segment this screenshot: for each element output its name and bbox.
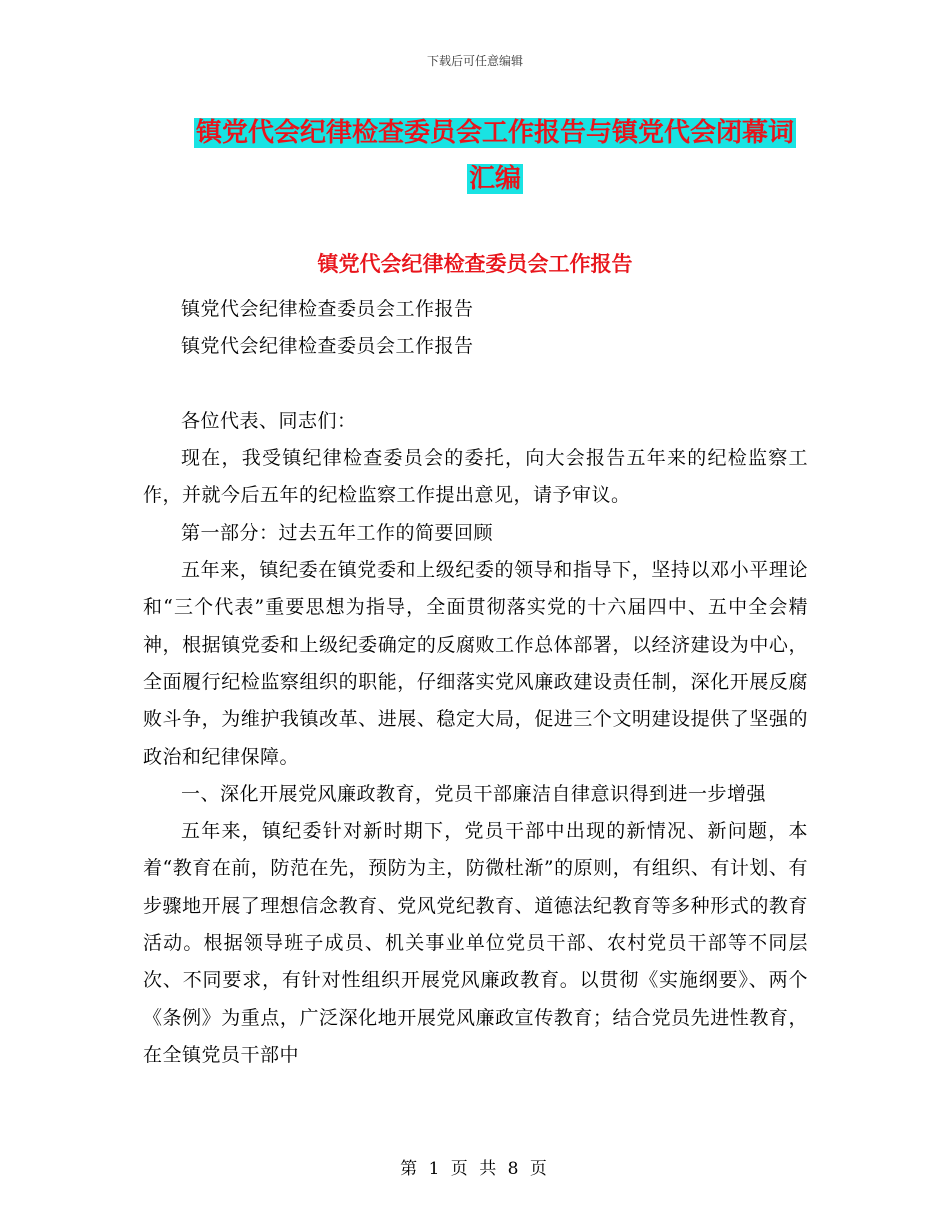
paragraph: 一、深化开展党风廉政教育，党员干部廉洁自律意识得到进一步增强 [181,782,767,805]
header-note: 下载后可任意编辑 [426,54,523,68]
paragraph: 镇党代会纪律检查委员会工作报告 [181,298,474,320]
blank-line [143,366,808,403]
page-footer: 第 1 页 共 8 页 [400,1159,550,1179]
paragraph: 五年来，镇纪委在镇党委和上级纪委的领导和指导下，坚持以邓小平理论和“三个代表”重要思想为指导，全面贯彻落实党的十六届四中、五中全会精神，根据镇党委和上级纪委确定的反腐败工作总体部署，以经济建设为中心，全面履行纪检监察组织的职能，仔细落实党风廉政建设责任制，深化开展反腐败斗争，为维护我镇改革、进展、稳定大局，促进三个文明建设提供了坚强的政治和纪律保障。 [143,559,808,768]
paragraph: 各位代表、同志们： [181,409,357,432]
title-line-1: 镇党代会纪律检查委员会工作报告与镇党代会闭幕词 [195,118,794,148]
body-text [143,291,808,1074]
paragraph: 镇党代会纪律检查委员会工作报告 [181,335,474,358]
paragraph: 第一部分：过去五年工作的简要回顾 [181,521,494,544]
section-title: 镇党代会纪律检查委员会工作报告 [317,251,633,276]
document-title [140,110,850,202]
title-line-2: 汇编 [468,164,521,194]
paragraph: 五年来，镇纪委针对新时期下，党员干部中出现的新情况、新问题，本着“教育在前，防范在先，预防为主，防微杜渐”的原则，有组织、有计划、有步骤地开展了理想信念教育、党风党纪教育、道德法纪教育等多种形式的教育活动。根据领导班子成员、机关事业单位党员干部、农村党员干部等不同层次、不同要求，有针对性组织开展党风廉政教育。以贯彻《实施纲要》、两个《条例》为重点，广泛深化地开展党风廉政宣传教育；结合党员先进性教育，在全镇党员干部中 [143,820,808,1066]
paragraph: 现在，我受镇纪律检查委员会的委托，向大会报告五年来的纪检监察工作，并就今后五年的纪检监察工作提出意见，请予审议。 [143,447,808,507]
